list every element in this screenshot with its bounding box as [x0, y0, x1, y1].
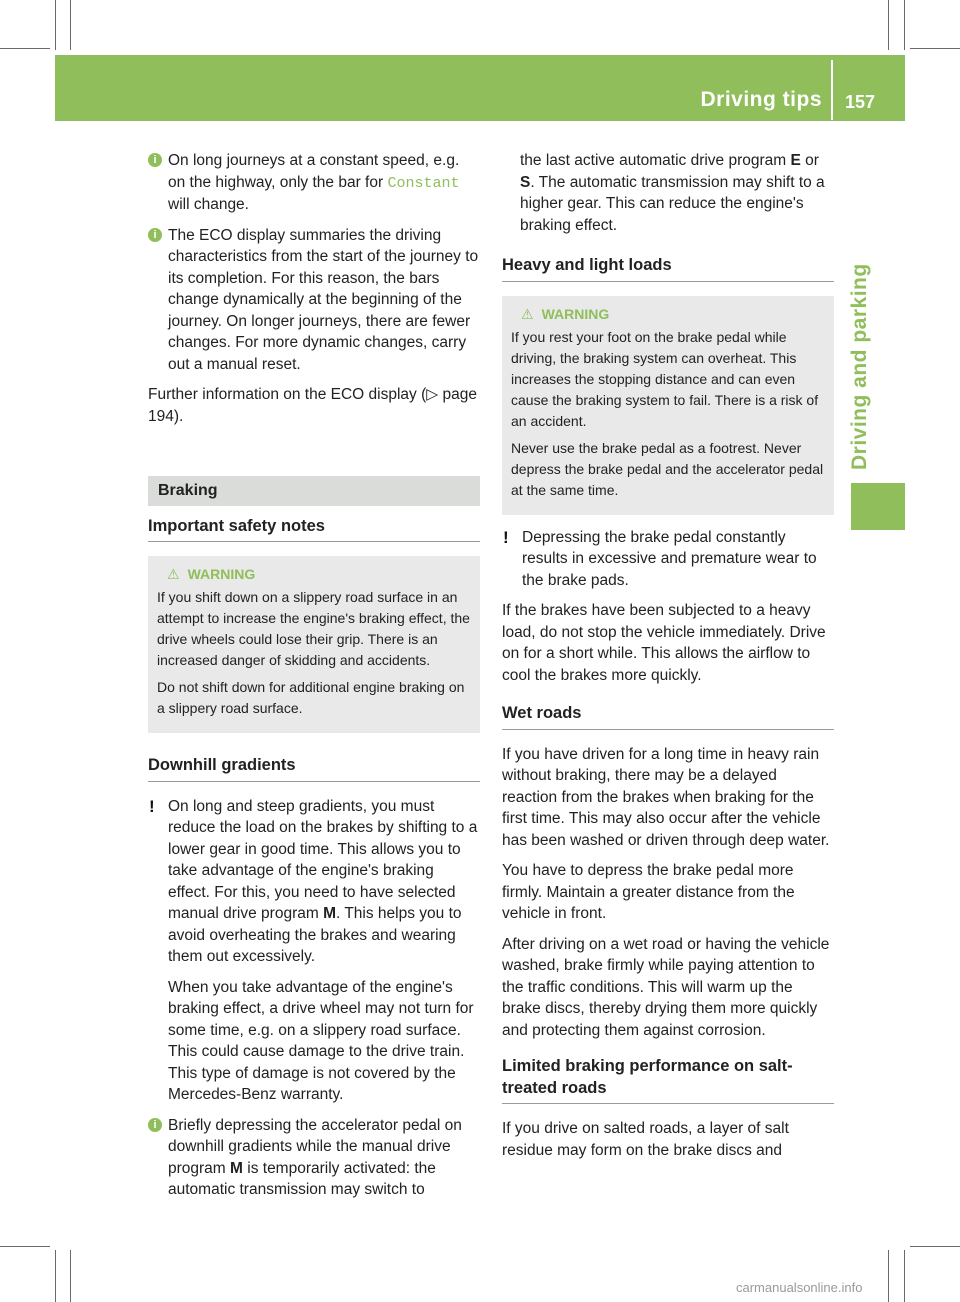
warning-box	[502, 296, 834, 515]
side-tab-label: Driving and parking	[848, 263, 871, 470]
warning-label: WARNING	[541, 305, 610, 322]
caution-note	[502, 527, 834, 592]
subheading: Heavy and light loads	[502, 255, 834, 282]
warning-text: If you rest your foot on the brake pedal while driving, the braking system can overheat. This increases the stopping distance and can even cause the braking system to fail. There is a risk of an accident.	[511, 328, 819, 429]
crop-mark	[888, 0, 889, 50]
note-text: will change.	[168, 196, 249, 213]
subheading: Wet roads	[502, 703, 834, 730]
info-note	[148, 225, 480, 376]
info-icon: i	[148, 1118, 162, 1132]
body-paragraph: If the brakes have been subjected to a heavy load, do not stop the vehicle immediately. Drive on for a short while. This allows the airflow to cool the brakes more quickly.	[502, 602, 826, 684]
watermark: carmanualsonline.info	[736, 1280, 863, 1295]
subheading: Downhill gradients	[148, 755, 480, 782]
caution-text: When you take advantage of the engine's braking effect, a drive wheel may not turn for some time, e.g. on a slippery road surface. This could cause damage to the drive train. This type of damage is not covered by the Mercedes-Benz warranty.	[168, 978, 474, 1103]
warning-header	[157, 564, 472, 585]
drive-program: M	[323, 905, 336, 922]
info-note	[148, 150, 480, 216]
info-note	[148, 1115, 480, 1201]
note-text: Briefly depressing the accelerator pedal on downhill gradients while the manual drive program	[168, 1116, 462, 1177]
crop-mark	[0, 48, 50, 49]
continued-text: the last active automatic drive program E or S. The automatic transmission may shift to a higher gear. This can reduce the engine's braking effect.	[520, 152, 825, 234]
section-heading: Braking	[148, 476, 480, 506]
drive-program: M	[230, 1159, 243, 1177]
crop-mark	[904, 0, 905, 50]
crop-mark	[910, 48, 960, 49]
crop-mark	[55, 0, 56, 50]
warning-text: Never use the brake pedal as a footrest. Never depress the brake pedal and the accelerator pedal at the same time.	[511, 439, 824, 498]
crop-mark	[70, 0, 71, 50]
crop-mark	[70, 1250, 71, 1302]
crop-mark	[0, 1246, 50, 1247]
warning-box	[148, 556, 480, 733]
cross-reference: Further information on the ECO display (▷ page 194).	[148, 386, 477, 425]
note-text: is temporarily activated: the automatic transmission may switch to	[168, 1159, 436, 1198]
warning-label: WARNING	[187, 566, 256, 582]
crop-mark	[910, 1246, 960, 1247]
subheading: Limited braking performance on salt-treated roads	[502, 1056, 834, 1104]
warning-triangle-icon: ⚠	[167, 566, 180, 582]
side-marker	[851, 483, 905, 530]
caution-icon: !	[503, 527, 509, 547]
body-paragraph: You have to depress the brake pedal more firmly. Maintain a greater distance from the vehicle in front.	[502, 862, 795, 922]
warning-text: Do not shift down for additional engine braking on a slippery road surface.	[157, 679, 465, 716]
subheading: Important safety notes	[148, 516, 480, 543]
warning-header	[511, 304, 826, 325]
note-text: On long and steep gradients, you must reduce the load on the brakes by shifting to a lower gear in good time. This allows you to take advantage of the engine's braking effect. For this, you need to have selected manual drive program	[168, 797, 478, 922]
crop-mark	[888, 1250, 889, 1302]
info-icon: i	[148, 153, 162, 167]
page-number: 157	[845, 92, 876, 112]
header-separator	[831, 60, 833, 120]
display-term: Constant	[387, 174, 460, 192]
crop-mark	[904, 1250, 905, 1302]
body-paragraph: After driving on a wet road or having the vehicle washed, brake firmly while paying attention to the traffic conditions. This will warm up the brake discs, thereby drying them more quickly and protecting them against corrosion.	[502, 935, 830, 1039]
note-text: On long journeys at a constant speed, e.g. on the highway, only the bar for	[168, 152, 460, 191]
side-tab	[840, 130, 905, 470]
left-column	[148, 150, 480, 1210]
body-paragraph: If you have driven for a long time in heavy rain without braking, there may be a delayed reaction from the brakes when braking for the first time. This may also occur after the vehicle has been washed or driven through deep water.	[502, 745, 830, 849]
note-text: The ECO display summaries the driving characteristics from the start of the journey to its completion. For this reason, the bars change dynamically at the beginning of the journey. On longer journeys, there are fewer changes. For more dynamic changes, carry out a manual reset.	[168, 226, 479, 373]
note-text: Depressing the brake pedal constantly results in excessive and premature wear to the brake pads.	[522, 528, 817, 589]
caution-note	[148, 796, 480, 968]
crop-mark	[55, 1250, 56, 1302]
warning-text: If you shift down on a slippery road surface in an attempt to increase the engine's braking effect, the drive wheels could lose their grip. There is an increased danger of skidding and accidents.	[157, 589, 470, 668]
warning-triangle-icon: ⚠	[521, 305, 534, 322]
right-column	[502, 150, 834, 1170]
caution-icon: !	[149, 796, 155, 816]
body-paragraph: If you drive on salted roads, a layer of salt residue may form on the brake discs and	[502, 1120, 789, 1159]
note-text: . This helps you to avoid overheating the brakes and wearing them out excessively.	[168, 905, 462, 965]
header-title: Driving tips	[700, 88, 822, 111]
info-icon: i	[148, 228, 162, 242]
